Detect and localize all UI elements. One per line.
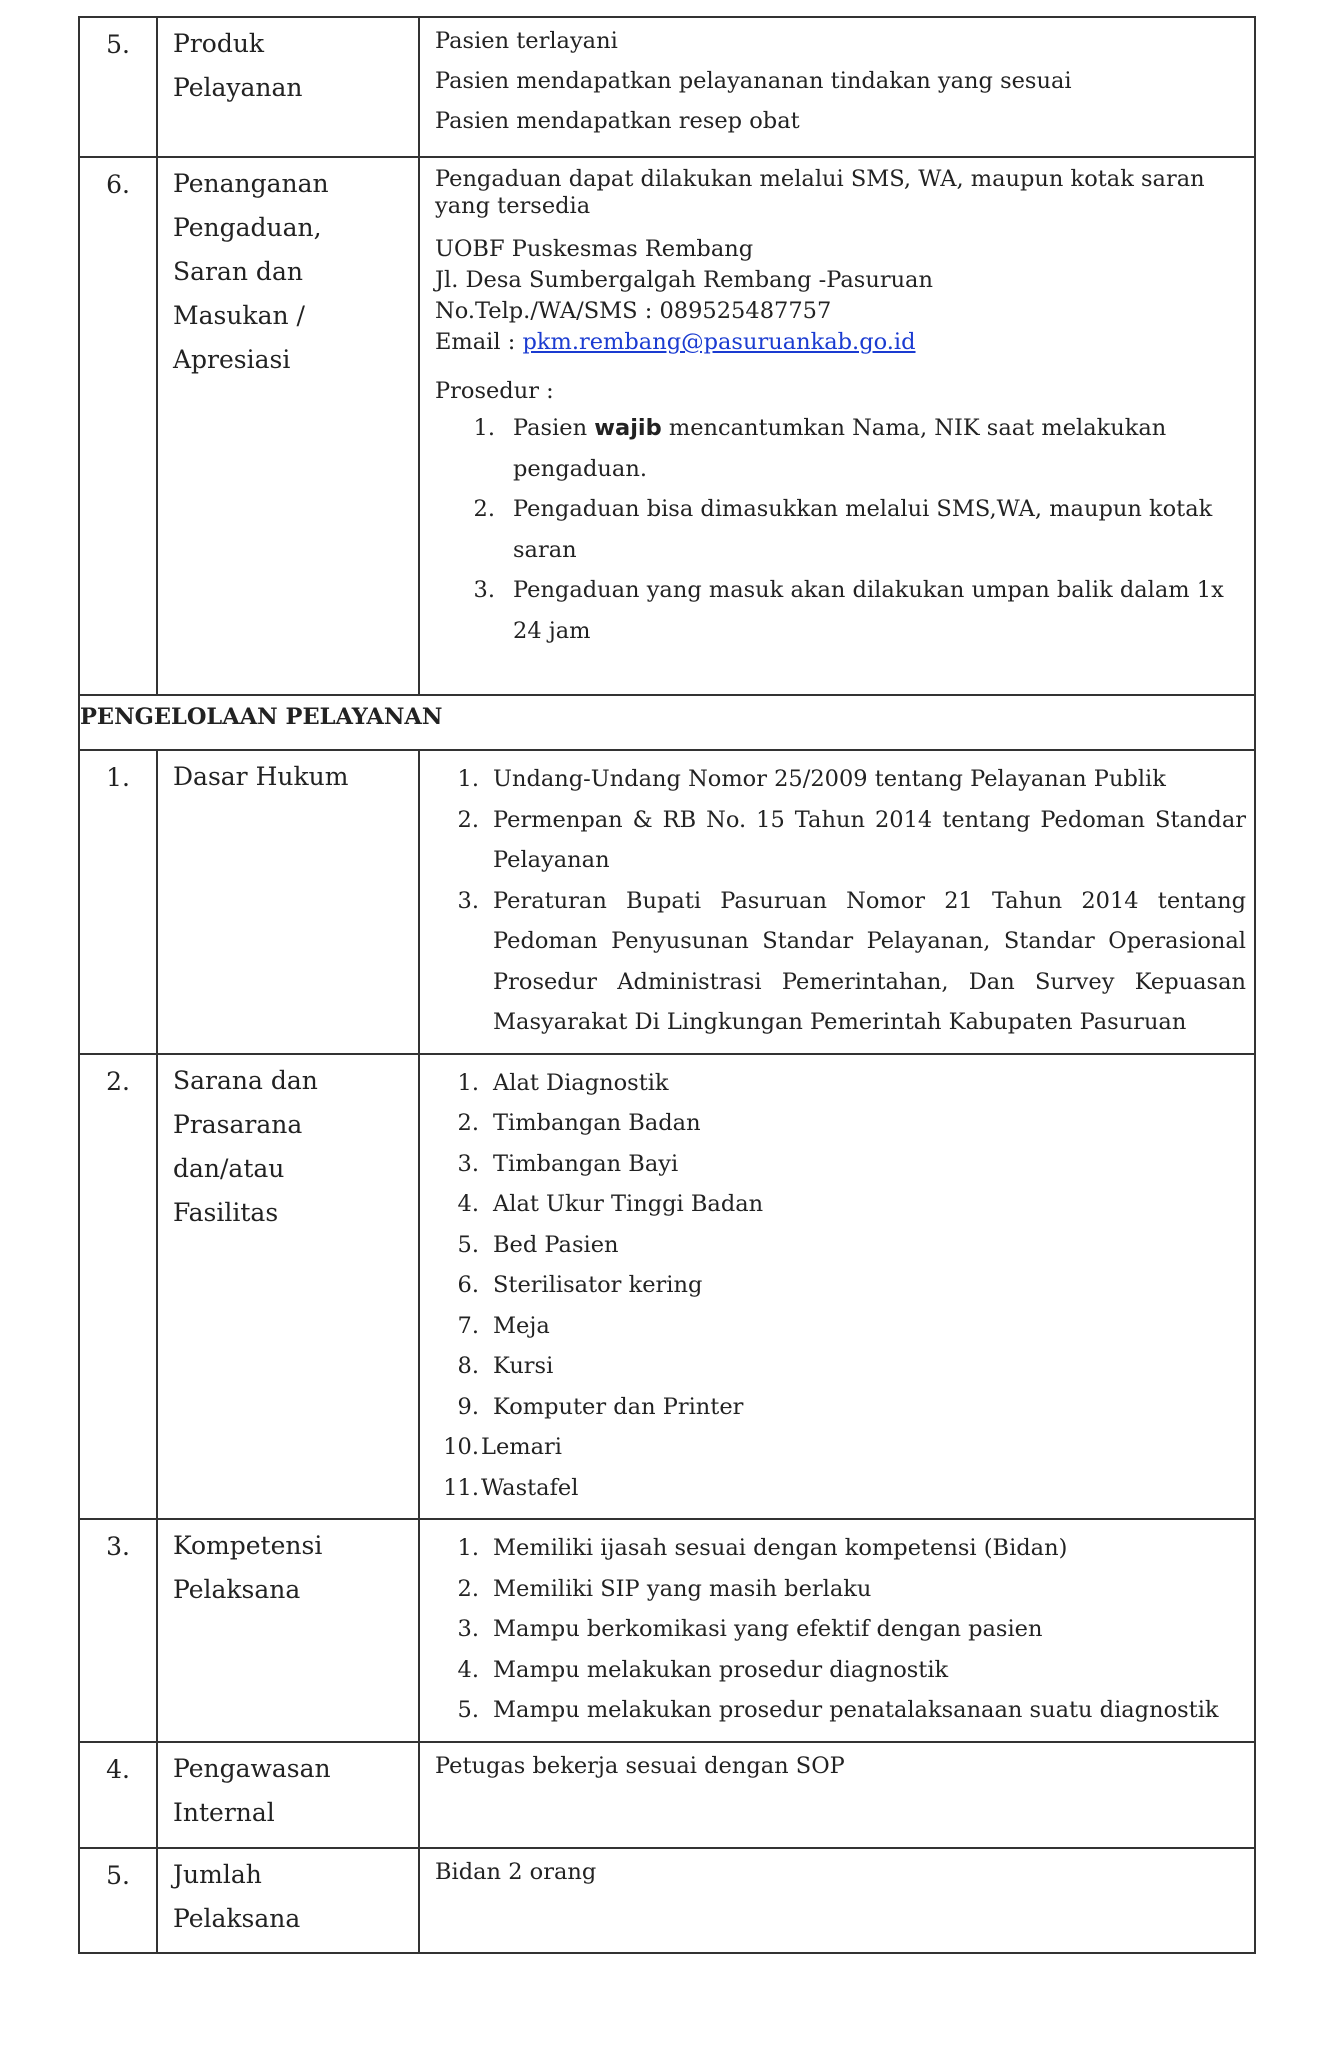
table-row	[79, 750, 1255, 1054]
row-label	[157, 1054, 419, 1520]
list-item: 5. Bed Pasien	[457, 1231, 619, 1258]
list-item: 2. Permenpan & RB No. 15 Tahun 2014 tentang Pedoman Standar Pelayanan	[457, 806, 1246, 873]
contact-address: Jl. Desa Sumbergalgah Rembang -Pasuruan	[435, 267, 933, 293]
list-item: 5. Mampu melakukan prosedur penatalaksanaan suatu diagnostik	[457, 1697, 1219, 1723]
list-item: 4. Alat Ukur Tinggi Badan	[457, 1191, 764, 1217]
table-row	[79, 1054, 1255, 1520]
table-row	[79, 1519, 1255, 1742]
row-number: 1.	[79, 750, 157, 1054]
row-number: 5.	[79, 1848, 157, 1953]
email-link[interactable]: pkm.rembang@pasuruankab.go.id	[522, 329, 916, 355]
list-item: 3. Pengaduan yang masuk akan dilakukan umpan balik dalam 1x 24 jam	[473, 577, 1224, 644]
row-label	[157, 157, 419, 695]
row-content	[419, 157, 1255, 695]
supervision-text: Petugas bekerja sesuai dengan SOP	[435, 1753, 845, 1779]
label-line: Internal	[173, 1798, 275, 1827]
list-item: 2. Timbangan Badan	[457, 1110, 701, 1136]
label-line: dan/atau	[173, 1153, 285, 1183]
procedure-title: Prosedur :	[435, 378, 554, 404]
content-line: Pasien mendapatkan pelayananan tindakan yang sesuai	[435, 68, 1072, 94]
list-item: 9. Komputer dan Printer	[457, 1393, 744, 1420]
list-item: 3. Peraturan Bupati Pasuruan Nomor 21 Tahun 2014 tentang Pedoman Penyusunan Standar Pelayanan, Standar Operasional Prosedur Administrasi Pemerintahan, Dan Survey Kepuasan Masyarakat Di Lingkungan Pemerintah Kabupaten Pasuruan	[457, 887, 1246, 1035]
list-item: 2. Pengaduan bisa dimasukkan melalui SMS,WA, maupun kotak saran	[473, 496, 1213, 563]
label-line: Pelaksana	[173, 1904, 301, 1933]
competency-list	[435, 1528, 1246, 1731]
list-item: 6. Sterilisator kering	[457, 1272, 703, 1298]
content-line: Pasien mendapatkan resep obat	[435, 108, 800, 134]
facilities-list	[435, 1063, 1246, 1509]
row-number: 4.	[79, 1742, 157, 1848]
label-line: Dasar Hukum	[173, 762, 349, 791]
list-item: 3. Mampu berkomikasi yang efektif dengan pasien	[457, 1616, 1043, 1642]
row-label	[157, 1742, 419, 1848]
list-item: 1. Undang-Undang Nomor 25/2009 tentang Pelayanan Publik	[457, 766, 1166, 792]
row-content	[419, 1742, 1255, 1848]
row-content	[419, 17, 1255, 157]
list-item: 11. Wastafel	[443, 1474, 579, 1501]
list-item: 10. Lemari	[443, 1434, 562, 1460]
section-title: PENGELOLAAN PELAYANAN	[79, 695, 1255, 750]
row-number: 2.	[79, 1054, 157, 1520]
label-line: Prasarana	[173, 1109, 303, 1139]
table-row	[79, 1848, 1255, 1953]
list-item: 3. Timbangan Bayi	[457, 1150, 679, 1177]
row-content	[419, 1519, 1255, 1742]
list-item: 8. Kursi	[457, 1353, 554, 1379]
label-line: Pelayanan	[173, 73, 303, 102]
list-item: 7. Meja	[457, 1312, 550, 1339]
contact-phone: No.Telp./WA/SMS : 089525487757	[435, 298, 832, 324]
row-number: 5.	[79, 17, 157, 157]
label-line: Pengaduan,	[173, 213, 322, 242]
row-label	[157, 1848, 419, 1953]
label-line: Sarana dan	[173, 1065, 318, 1095]
label-line: Masukan /	[173, 301, 305, 330]
row-label	[157, 17, 419, 157]
list-item: 4. Mampu melakukan prosedur diagnostik	[457, 1656, 949, 1683]
table-row	[79, 17, 1255, 157]
label-line: Kompetensi	[173, 1531, 323, 1560]
contact-name: UOBF Puskesmas Rembang	[435, 236, 754, 262]
contact-email-line	[435, 327, 1246, 358]
label-line: Saran dan	[173, 257, 303, 286]
emphasis-text: wajib	[594, 415, 662, 441]
section-header-row	[79, 695, 1255, 750]
email-label: Email :	[435, 329, 523, 355]
row-number: 6.	[79, 157, 157, 695]
list-item: 1. Pasien wajib mencantumkan Nama, NIK saat melakukan pengaduan.	[473, 415, 1167, 482]
table-row	[79, 157, 1255, 695]
legal-basis-list	[435, 759, 1246, 1043]
label-line: Jumlah	[173, 1860, 262, 1889]
label-line: Fasilitas	[173, 1197, 279, 1227]
label-line: Apresiasi	[173, 345, 291, 374]
list-item: 1. Alat Diagnostik	[457, 1069, 669, 1096]
row-label	[157, 750, 419, 1054]
label-line: Produk	[173, 29, 265, 58]
row-label	[157, 1519, 419, 1742]
label-line: Penanganan	[173, 169, 329, 198]
row-content	[419, 1848, 1255, 1953]
content-line: Pasien terlayani	[435, 28, 618, 54]
list-item: 2. Memiliki SIP yang masih berlaku	[457, 1575, 872, 1602]
label-line: Pelaksana	[173, 1575, 301, 1604]
staff-count-text: Bidan 2 orang	[435, 1859, 597, 1885]
procedure-list	[435, 408, 1246, 651]
service-standard-table	[78, 16, 1256, 1954]
table-row	[79, 1742, 1255, 1848]
row-content	[419, 750, 1255, 1054]
row-content	[419, 1054, 1255, 1520]
row-number: 3.	[79, 1519, 157, 1742]
list-item: 1. Memiliki ijasah sesuai dengan kompetensi (Bidan)	[457, 1535, 1068, 1561]
label-line: Pengawasan	[173, 1754, 331, 1783]
complaint-intro: Pengaduan dapat dilakukan melalui SMS, WA, maupun kotak saran yang tersedia	[435, 166, 1205, 219]
